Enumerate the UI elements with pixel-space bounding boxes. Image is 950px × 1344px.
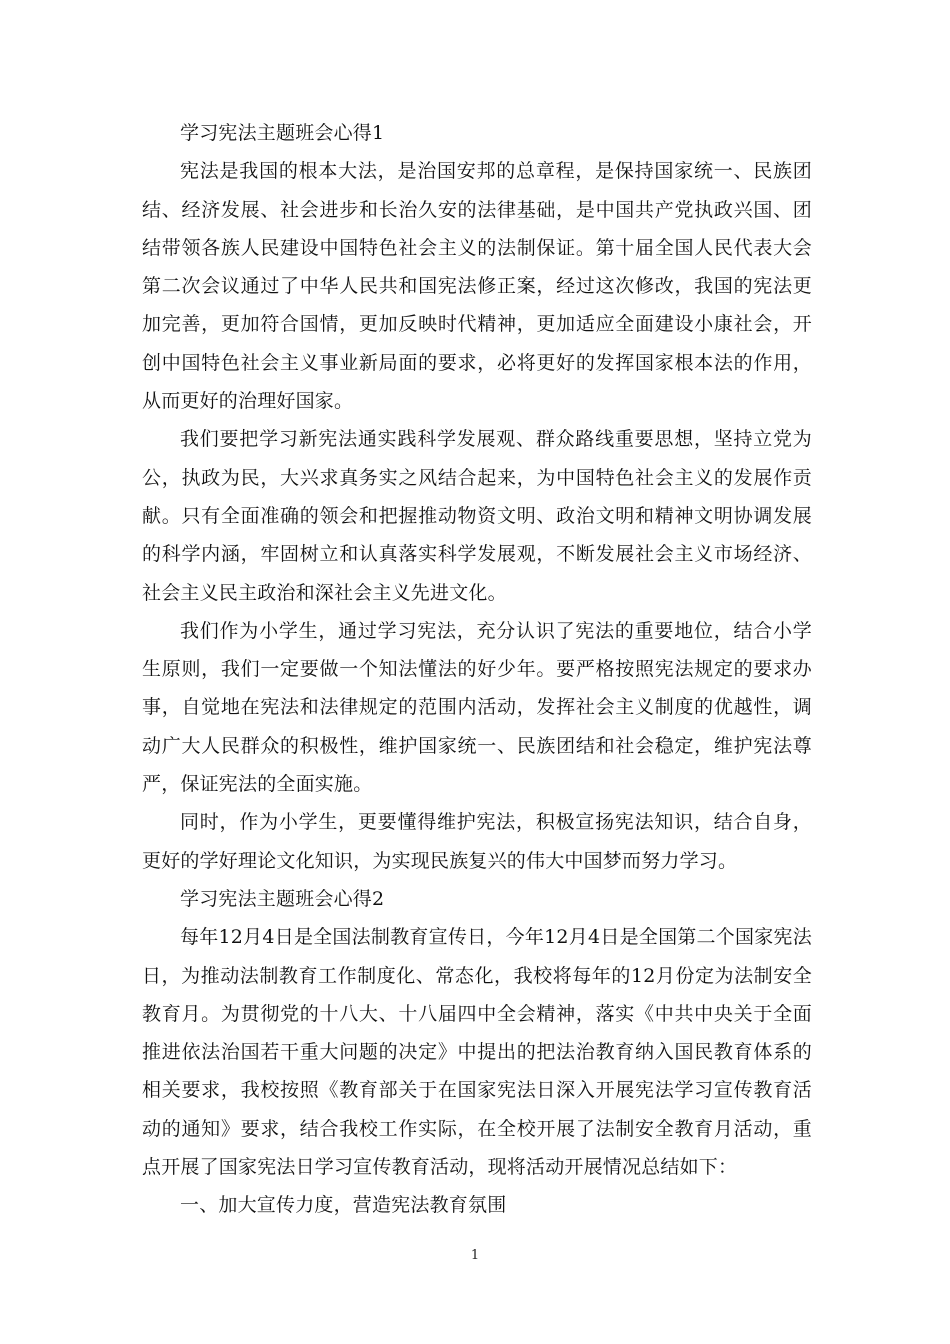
- paragraph-4: 同时，作为小学生，更要懂得维护宪法，积极宣扬宪法知识，结合自身，更好的学好理论文化知识，为实现民族复兴的伟大中国梦而努力学习。: [142, 811, 812, 872]
- subsection-heading-1: 一、加大宣传力度，营造宪法教育氛围: [180, 1194, 507, 1217]
- page-number: 1: [470, 1248, 480, 1263]
- paragraph-2: 我们要把学习新宪法通实践科学发展观、群众路线重要思想，坚持立党为公，执政为民，大兴求真务实之风结合起来，为中国特色社会主义的发展作贡献。只有全面准确的领会和把握推动物资文明、政治文明和精神文明协调发展的科学内涵，牢固树立和认真落实科学发展观，不断发展社会主义市场经济、社会主义民主政治和深社会主义先进文化。: [142, 428, 812, 604]
- paragraph-5: 每年12月4日是全国法制教育宣传日，今年12月4日是全国第二个国家宪法日，为推动法制教育工作制度化、常态化，我校将每年的12月份定为法制安全教育月。为贯彻党的十八大、十八届四中全会精神，落实《中共中央关于全面推进依法治国若干重大问题的决定》中提出的把法治教育纳入国民教育体系的相关要求，我校按照《教育部关于在国家宪法日深入开展宪法学习宣传教育活动的通知》要求，结合我校工作实际，在全校开展了法制安全教育月活动，重点开展了国家宪法日学习宣传教育活动，现将活动开展情况总结如下：: [142, 926, 812, 1179]
- document-body: [142, 114, 812, 1225]
- paragraph-3: 我们作为小学生，通过学习宪法，充分认识了宪法的重要地位，结合小学生原则，我们一定要做一个知法懂法的好少年。要严格按照宪法规定的要求办事，自觉地在宪法和法律规定的范围内活动，发挥社会主义制度的优越性，调动广大人民群众的积极性，维护国家统一、民族团结和社会稳定，维护宪法尊严，保证宪法的全面实施。: [142, 619, 812, 796]
- paragraph-1: 宪法是我国的根本大法，是治国安邦的总章程，是保持国家统一、民族团结、经济发展、社会进步和长治久安的法律基础，是中国共产党执政兴国、团结带领各族人民建设中国特色社会主义的法制保证。第十届全国人民代表大会第二次会议通过了中华人民共和国宪法修正案，经过这次修改，我国的宪法更加完善，更加符合国情，更加反映时代精神，更加适应全面建设小康社会，开创中国特色社会主义事业新局面的要求，必将更好的发挥国家根本法的作用，从而更好的治理好国家。: [142, 160, 812, 413]
- section-heading-1: 学习宪法主题班会心得1: [180, 122, 385, 144]
- section-heading-2: 学习宪法主题班会心得2: [180, 887, 385, 910]
